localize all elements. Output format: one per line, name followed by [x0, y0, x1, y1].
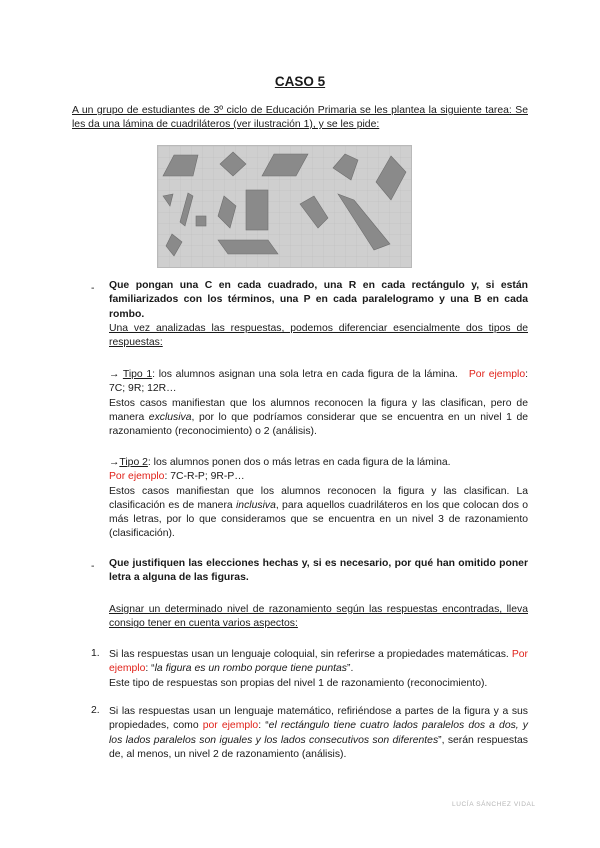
point-1-quote: la figura es un rombo porque tiene puntas: [154, 663, 347, 675]
tipo-2-block: [109, 456, 528, 542]
item-2-summary-block: [109, 603, 528, 632]
rectangle-shape: [246, 190, 268, 230]
point-2-text-b: : “: [258, 720, 269, 732]
small-square-shape: [196, 216, 206, 226]
item-1-summary: Una vez analizadas las respuestas, podemos diferenciar esencialmente dos tipos de respuestas:: [109, 322, 528, 349]
point-2-text-c: ”, serán respuestas de, al menos, un nivel 2 de razonamiento (análisis).: [109, 734, 528, 760]
trapezoid-shape-2: [218, 240, 278, 254]
tipo-1-label: Tipo 1: [122, 369, 153, 380]
point-1-text-a: Si las respuestas usan un lenguaje coloquial, sin referirse a propiedades matemáticas.: [109, 649, 512, 660]
point-2-text-a: Si las respuestas usan un lenguaje matemático, refiriéndose a partes de la figura y a sus propiedades, como: [109, 706, 528, 732]
point-2-quote: el rectángulo tiene cuatro lados paralelos dos a dos, y los lados paralelos son iguales y los lados consecutivos son diferentes: [109, 720, 528, 746]
point-1-example-label: Por ejemplo: [109, 649, 528, 675]
point-1-text-b: : “: [145, 663, 155, 675]
item-2-instruction: Que justifiquen las elecciones hechas y, si es necesario, por qué han omitido poner letra a alguna de las figuras.: [109, 558, 528, 584]
tipo-2-text: : los alumnos ponen dos o más letras en cada figura de la lámina.: [147, 457, 451, 468]
arrow-icon-2: →: [109, 457, 120, 468]
item-1-instruction: Que pongan una C en cada cuadrado, una R en cada rectángulo y, si están familiarizados con los términos, una P en cada paralelogramo y una B en cada rombo.: [109, 280, 528, 320]
tipo-1-desc-em: exclusiva: [148, 411, 192, 423]
point-1-number: 1.: [91, 648, 100, 659]
point-2-example-label: por ejemplo: [202, 720, 259, 732]
point-2: [109, 705, 528, 762]
footer-author: LUCÍA SÁNCHEZ VIDAL: [452, 801, 536, 808]
tipo-1-text: : los alumnos asignan una sola letra en cada figura de la lámina.: [152, 369, 458, 380]
tipo-2-example-label: Por ejemplo: [109, 471, 165, 483]
tipo-2-example: : 7C-R-P; 9R-P…: [164, 471, 245, 483]
arrow-icon: →: [109, 369, 120, 380]
point-1-text-c: ”.: [346, 663, 354, 675]
intro-paragraph: A un grupo de estudiantes de 3º ciclo de Educación Primaria se les plantea la siguiente tarea: Se les da una lámina de cuadriláteros (ver ilustración 1), y se les pide:: [72, 105, 528, 130]
point-1: [109, 648, 528, 691]
tipo-1-block: [109, 368, 528, 439]
item-2-summary: Asignar un determinado nivel de razonamiento según las respuestas encontradas, lleva consigo tener en cuenta varios aspectos:: [109, 604, 528, 630]
page-title: CASO 5: [274, 74, 326, 89]
item-1: [109, 279, 528, 350]
tipo-2-desc-b: , para aquellos cuadriláteros en los que colocan dos o más letras, por lo que consideramos que se encuentra en un nivel 3 de razonamiento (clasificación).: [109, 499, 528, 540]
quadrilaterals-illustration: [157, 145, 412, 268]
tipo-1-desc-a: Estos casos manifiestan que los alumnos reconocen la figura y las clasifican, pero de manera: [109, 397, 528, 423]
quadrilaterals-grid-image: [158, 146, 411, 267]
tipo-1-example-label: Por ejemplo: [468, 369, 526, 380]
bullet-marker-2: -: [91, 561, 95, 572]
tipo-2-desc-a: Estos casos manifiestan que los alumnos reconocen la figura y las clasifican. La clasificación es de manera: [109, 485, 528, 511]
item-2: [109, 557, 528, 586]
point-2-number: 2.: [91, 705, 100, 716]
tipo-1-desc-b: , por lo que podríamos considerar que se encuentra en un nivel 1 de razonamiento (reconocimiento) o 2 (análisis).: [109, 411, 529, 438]
bullet-marker-1: -: [91, 283, 95, 294]
tipo-1-example: : 7C; 9R; 12R…: [109, 369, 528, 395]
point-1-line-2: Este tipo de respuestas son propias del nivel 1 de razonamiento (reconocimiento).: [109, 677, 488, 689]
tipo-2-desc-em: inclusiva: [236, 499, 276, 511]
tipo-2-label: Tipo 2: [119, 457, 148, 468]
